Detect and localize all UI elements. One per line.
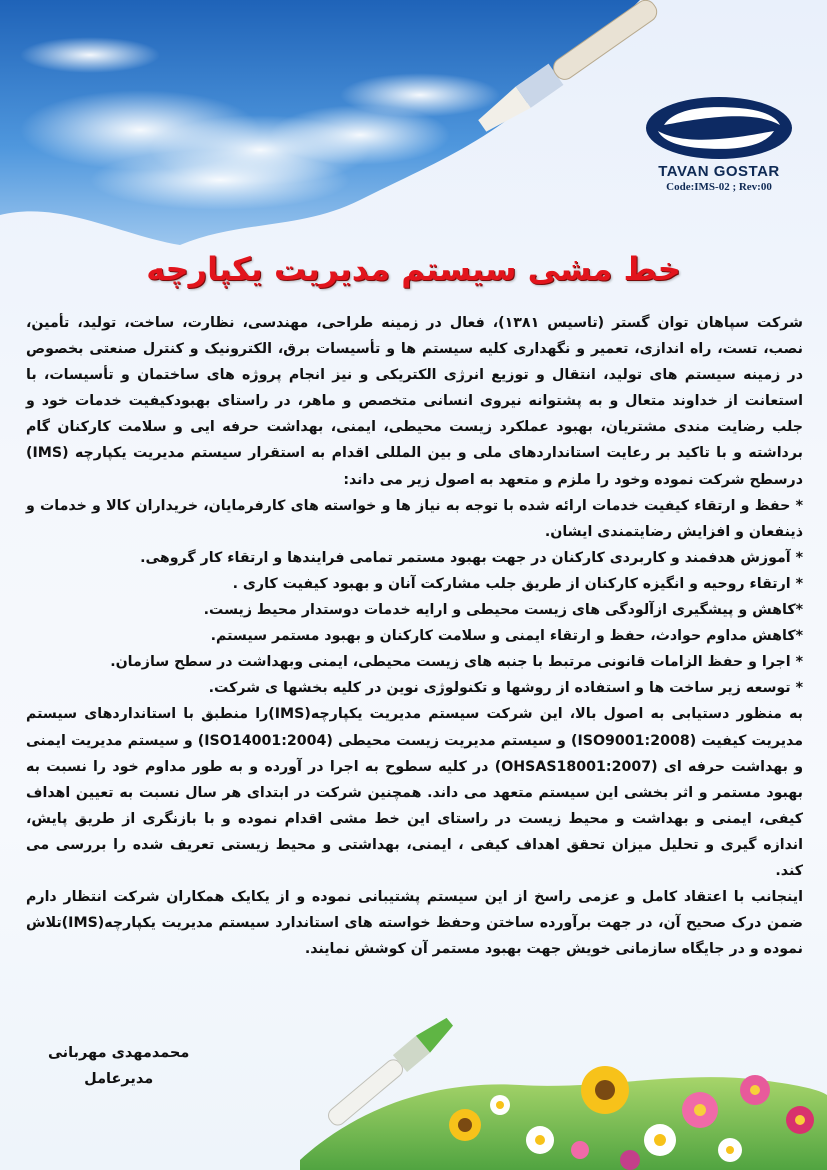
policy-bullet: * اجرا و حفظ الزامات قانونی مرتبط با جنبه های زیست محیطی، ایمنی وبهداشت در سطح سازمان. bbox=[110, 654, 803, 671]
intro-paragraph: شرکت سپاهان توان گستر (تاسیس ۱۳۸۱)، فعال در زمینه طراحی، مهندسی، نظارت، ساخت، تولید، تأمین، نصب، تست، راه اندازی، تعمیر و نگهداری کلیه سیستم ها و تأسیسات برق، الکترونیک و کنترل صنعتی بخصوص در زمینه سیستم های تولید، انتقال و توزیع انرژی الکتریکی و نیز انجام پروژه های ساختمان و تأسیسات، با استعانت از خداوند متعال و به پشتوانه نیروی انسانی متخصص و ماهر، در راستای بهبودکیفیت خدمات خود و جلب رضایت مندی مشتریان، بهبود عملکرد زیست محیطی، ایمنی، بهداشت حرفه ایی و سلامت کارکنان گام برداشته و با تاکید بر رعایت استانداردهای ملی و بین المللی اقدام به استقرار سیستم مدیریت یکپارچه (IMS) درسطح شرکت نموده وخود را ملزم و متعهد به اصول زیر می داند: bbox=[26, 315, 803, 488]
logo-company-name: TAVAN GOSTAR bbox=[658, 163, 780, 180]
policy-bullet: * ارتقاء روحیه و انگیزه کارکنان از طریق جلب مشارکت آنان و بهبود کیفیت کاری . bbox=[232, 575, 803, 592]
policy-bullet: * آموزش هدفمند و کاربردی کارکنان در جهت بهبود مستمر تمامی فرایندها و ارتقاء کار گروهی. bbox=[140, 549, 803, 566]
policy-bullet: * حفظ و ارتقاء کیفیت خدمات ارائه شده با توجه به نیاز ها و خواسته های کارفرمایان، خریداران کالا و خدمات و ذینفعان و افزایش رضایتمندی ایشان. bbox=[26, 497, 803, 540]
signatory-role: مدیرعامل bbox=[84, 1071, 154, 1087]
tavan-gostar-swirl-icon bbox=[644, 95, 794, 161]
policy-bullet: * توسعه زیر ساخت ها و استفاده از روشها و تکنولوژی نوین در کلیه بخشها ی شرکت. bbox=[208, 680, 803, 697]
policy-bullet: *کاهش و پیشگیری ازآلودگی های زیست محیطی و ارایه خدمات دوستدار محیط زیست. bbox=[203, 602, 803, 619]
policy-text bbox=[26, 310, 803, 962]
sky-paintbrush-illustration bbox=[0, 0, 700, 250]
company-logo bbox=[639, 95, 799, 193]
document-code: Code:IMS-02 ; Rev:00 bbox=[666, 181, 772, 193]
flowers-paintbrush-illustration bbox=[300, 1010, 827, 1170]
policy-bullet: *کاهش مداوم حوادث، حفظ و ارتقاء ایمنی و سلامت کارکنان و بهبود مستمر سیستم. bbox=[210, 628, 803, 645]
signatory-name: محمدمهدی مهربانی bbox=[48, 1045, 190, 1061]
body-paragraph: به منظور دستیابی به اصول بالا، این شرکت سیستم مدیریت یکپارچه(IMS)را منطبق با استانداردهای سیستم مدیریت کیفیت (ISO9001:2008) و سیستم مدیریت زیست محیطی (ISO14001:2004) و سیستم مدیریت ایمنی و بهداشت حرفه ای (OHSAS18001:2007) در کلیه سطوح به اجرا در آورده و به طور مداوم خود را نسبت به بهبود مستمر و اثر بخشی این سیستم متعهد می داند. همچنین شرکت در ابتدای هر سال نسبت به تعیین اهداف کیفی، ایمنی و بهداشت و محیط زیست در راستای این خط مشی اقدام نموده و با بازنگری از طریق پایش، اندازه گیری و تحلیل میزان تحقق اهداف کیفی ، ایمنی، بهداشتی و محیط زیستی تعریف شده را بررسی می کند. bbox=[26, 706, 804, 879]
page-title: خط مشی سیستم مدیریت یکپارچه bbox=[146, 250, 681, 288]
signature-block bbox=[48, 1040, 189, 1092]
closing-paragraph: اینجانب با اعتقاد کامل و عزمی راسخ از این سیستم پشتیبانی نموده و از یکایک همکاران شرکت انتظار دارم ضمن درک صحیح آن، در جهت برآورده ساختن وحفظ خواسته های استاندارد سیستم مدیریت یکپارچه(IMS)تلاش نموده و در جایگاه سازمانی خویش جهت بهبود مستمر آن کوشش نمایند. bbox=[26, 889, 803, 958]
